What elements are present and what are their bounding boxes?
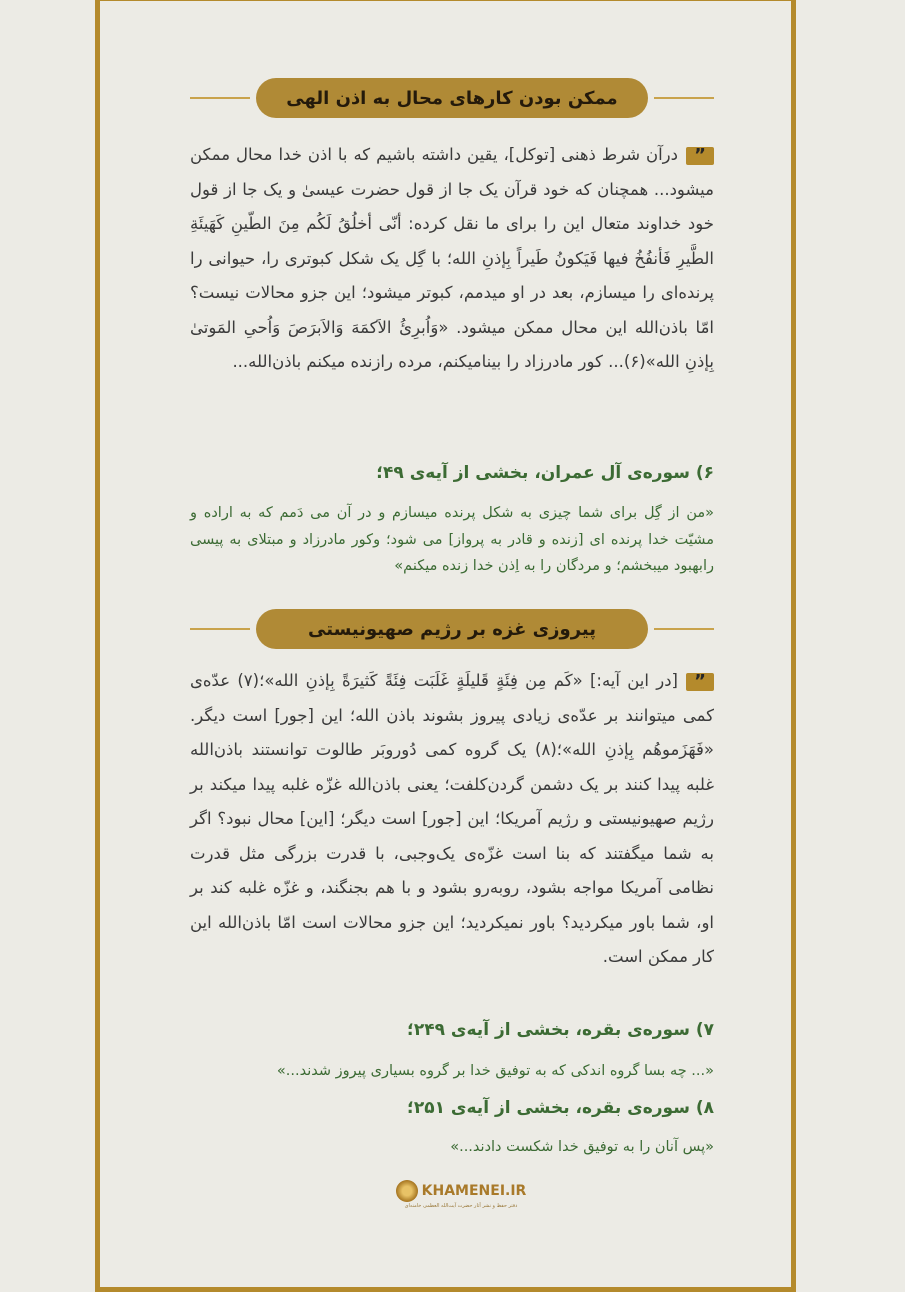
heading-line-right xyxy=(654,97,714,99)
section2-reference-7: ۷) سوره‌ی بقره، بخشی از آیه‌ی ۲۴۹؛ xyxy=(407,1020,714,1040)
footer-logo xyxy=(386,1180,536,1214)
section2-footnote-8: «پس آنان را به توفیق خدا شکست دادند...» xyxy=(450,1139,714,1155)
section2-reference-8: ۸) سوره‌ی بقره، بخشی از آیه‌ی ۲۵۱؛ xyxy=(407,1098,714,1118)
quote-icon: ” xyxy=(686,147,714,165)
section2-body xyxy=(190,664,714,975)
section2-heading xyxy=(190,609,714,649)
section2-footnote-7: «... چه بسا گروه اندکی که به توفیق خدا بر گروه بسیاری پیروز شدند...» xyxy=(276,1063,714,1079)
section1-body-text: درآن شرط ذهنی [توکل]، یقین داشته باشیم که با اذن خدا محال ممکن میشود... همچنان که خود قرآن یک جا از قول حضرت عیسیٰ و یک جا از قول خود خداوند متعال این را برای ما نقل کرده: أنّی أخلُقُ لَکُم مِنَ الطّینِ کَهَیئَةِ الطَّیرِ فَأنفُخُ فیها فَیَکونُ طَیراً بِإذنِ الله؛ با گِل یک شکل کبوتری را، حیوانی را پرنده‌ای را میسازم، بعد در او میدمم، کبوتر میشود؛ این جزو محالات نیست؟ امّا باذن‌الله این محال ممکن میشود. «وَاُبرِئُ الاَکمَهَ وَالاَبرَصَ وَاُحیِ المَوتیٰ بِإذنِ الله»(۶)... کور مادرزاد را بینامیکنم، مرده رازنده میکنم باذن‌الله... xyxy=(190,145,714,371)
heading-line-right xyxy=(654,628,714,630)
khamenei-logo-icon xyxy=(396,1180,418,1202)
heading-line-left xyxy=(190,628,250,630)
logo-row xyxy=(396,1180,527,1202)
section1-title: ممکن بودن کارهای محال به اذن الهی xyxy=(256,78,648,118)
section1-heading xyxy=(190,78,714,118)
heading-line-left xyxy=(190,97,250,99)
logo-subtitle: دفتر حفظ و نشر آثار حضرت آیت‌الله العظمی خامنه‌ای xyxy=(404,1203,518,1209)
section2-body-text: [در این آیه:] «کَم مِن فِئَةٍ قَلیلَةٍ غَلَبَت فِئَةً کَثیرَةً بِإذنِ الله»؛(۷) عدّه‌ی کمی میتوانند بر عدّه‌ی زیادی پیروز بشوند باذن الله؛ این [جور] است دیگر. «فَهَزَموهُم بِإذنِ الله»؛(۸) یک گروه کمی دُوروبَر طالوت توانستند باذن‌الله غلبه پیدا کنند بر یک دشمن گردن‌کلفت؛ یعنی باذن‌الله غزّه غلبه پیدا میکند بر رژیم صهیونیستی و رژیم آمریکا؛ این [جور] است دیگر؛ [این] محال نبود؟ اگر به شما میگفتند که بنا است غزّه‌ی یک‌وجبی، با قدرت بزرگی مثل قدرت نظامی آمریکا مواجه بشود، روبه‌رو بشود و با هم بجنگند، و غزّه غلبه کند بر او، شما باور میکردید؟ باور نمیکردید؛ این جزو محالات است امّا باذن‌الله این کار ممکن است. xyxy=(190,671,714,966)
section1-body xyxy=(190,138,714,380)
section1-footnote: «من از گِل برای شما چیزی به شکل پرنده میسازم و در آن می دَمم که به اراده و مشیّت خدا پرنده ای [زنده و قادر به پرواز] می شود؛ وکور مادرزاد و مبتلای به پیسی رابهبود میبخشم؛ و مردگان را به اِذن خدا زنده میکنم» xyxy=(190,505,714,574)
quote-icon: ” xyxy=(686,673,714,691)
section1-reference: ۶) سوره‌ی آل عمران، بخشی از آیه‌ی ۴۹؛ xyxy=(376,463,714,483)
section2-title: پیروزی غزه بر رژیم صهیونیستی xyxy=(256,609,648,649)
logo-text: KHAMENEI.IR xyxy=(421,1183,527,1199)
